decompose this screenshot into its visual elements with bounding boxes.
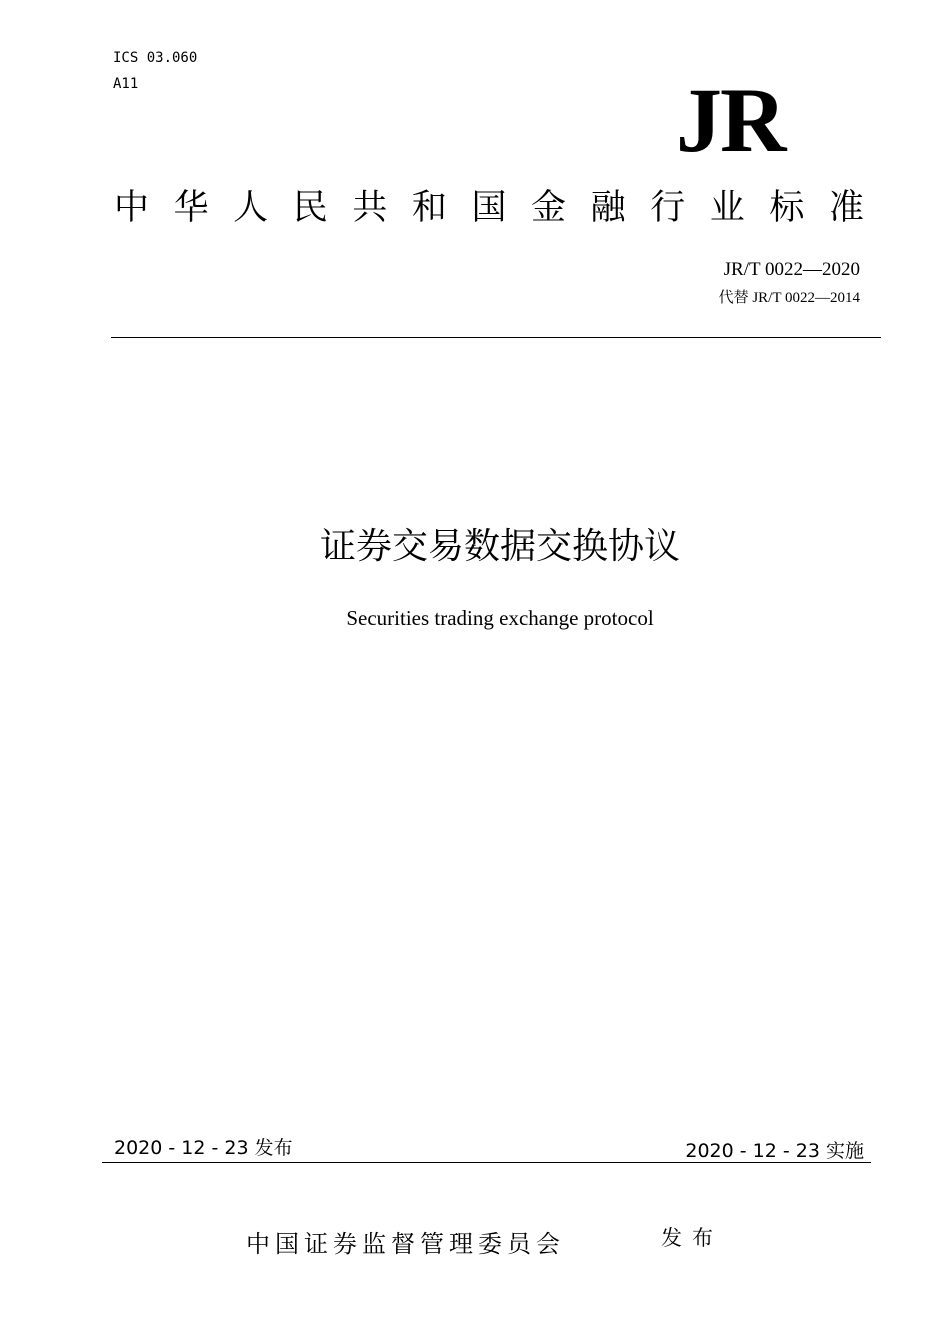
standard-title-char: 中	[114, 188, 150, 228]
issue-date: 2020 - 12 - 23 发布	[114, 1137, 293, 1159]
standard-title-char: 华	[173, 188, 209, 228]
implementation-date: 2020 - 12 - 23 实施	[685, 1140, 864, 1162]
replaces-standard: 代替 JR/T 0022—2014	[718, 290, 860, 306]
standard-title-char: 行	[650, 188, 686, 228]
ics-number: ICS 03.060	[113, 50, 198, 66]
standard-title-char: 国	[471, 188, 507, 228]
document-title-cn: 证券交易数据交换协议	[319, 526, 680, 567]
classification-code: A11	[113, 76, 139, 92]
publish-label: 发布	[661, 1226, 723, 1250]
standard-title-char: 共	[352, 188, 388, 228]
standard-title-char: 金	[531, 188, 567, 228]
standard-title-char: 融	[590, 188, 626, 228]
standard-title-char: 民	[292, 188, 328, 228]
document-title-en: Securities trading exchange protocol	[346, 606, 654, 630]
top-divider	[111, 337, 881, 338]
standard-title-char: 标	[769, 188, 805, 228]
standard-title-char: 业	[709, 188, 745, 228]
jr-logo: JR	[676, 69, 785, 171]
standard-title-char: 人	[233, 188, 269, 228]
standard-title-char: 准	[828, 188, 864, 228]
standard-category-title	[114, 186, 864, 230]
standard-code: JR/T 0022—2020	[723, 259, 860, 280]
standard-title-char: 和	[411, 188, 447, 228]
publisher-name: 中国证券监督管理委员会	[246, 1230, 565, 1258]
bottom-divider	[102, 1162, 871, 1163]
